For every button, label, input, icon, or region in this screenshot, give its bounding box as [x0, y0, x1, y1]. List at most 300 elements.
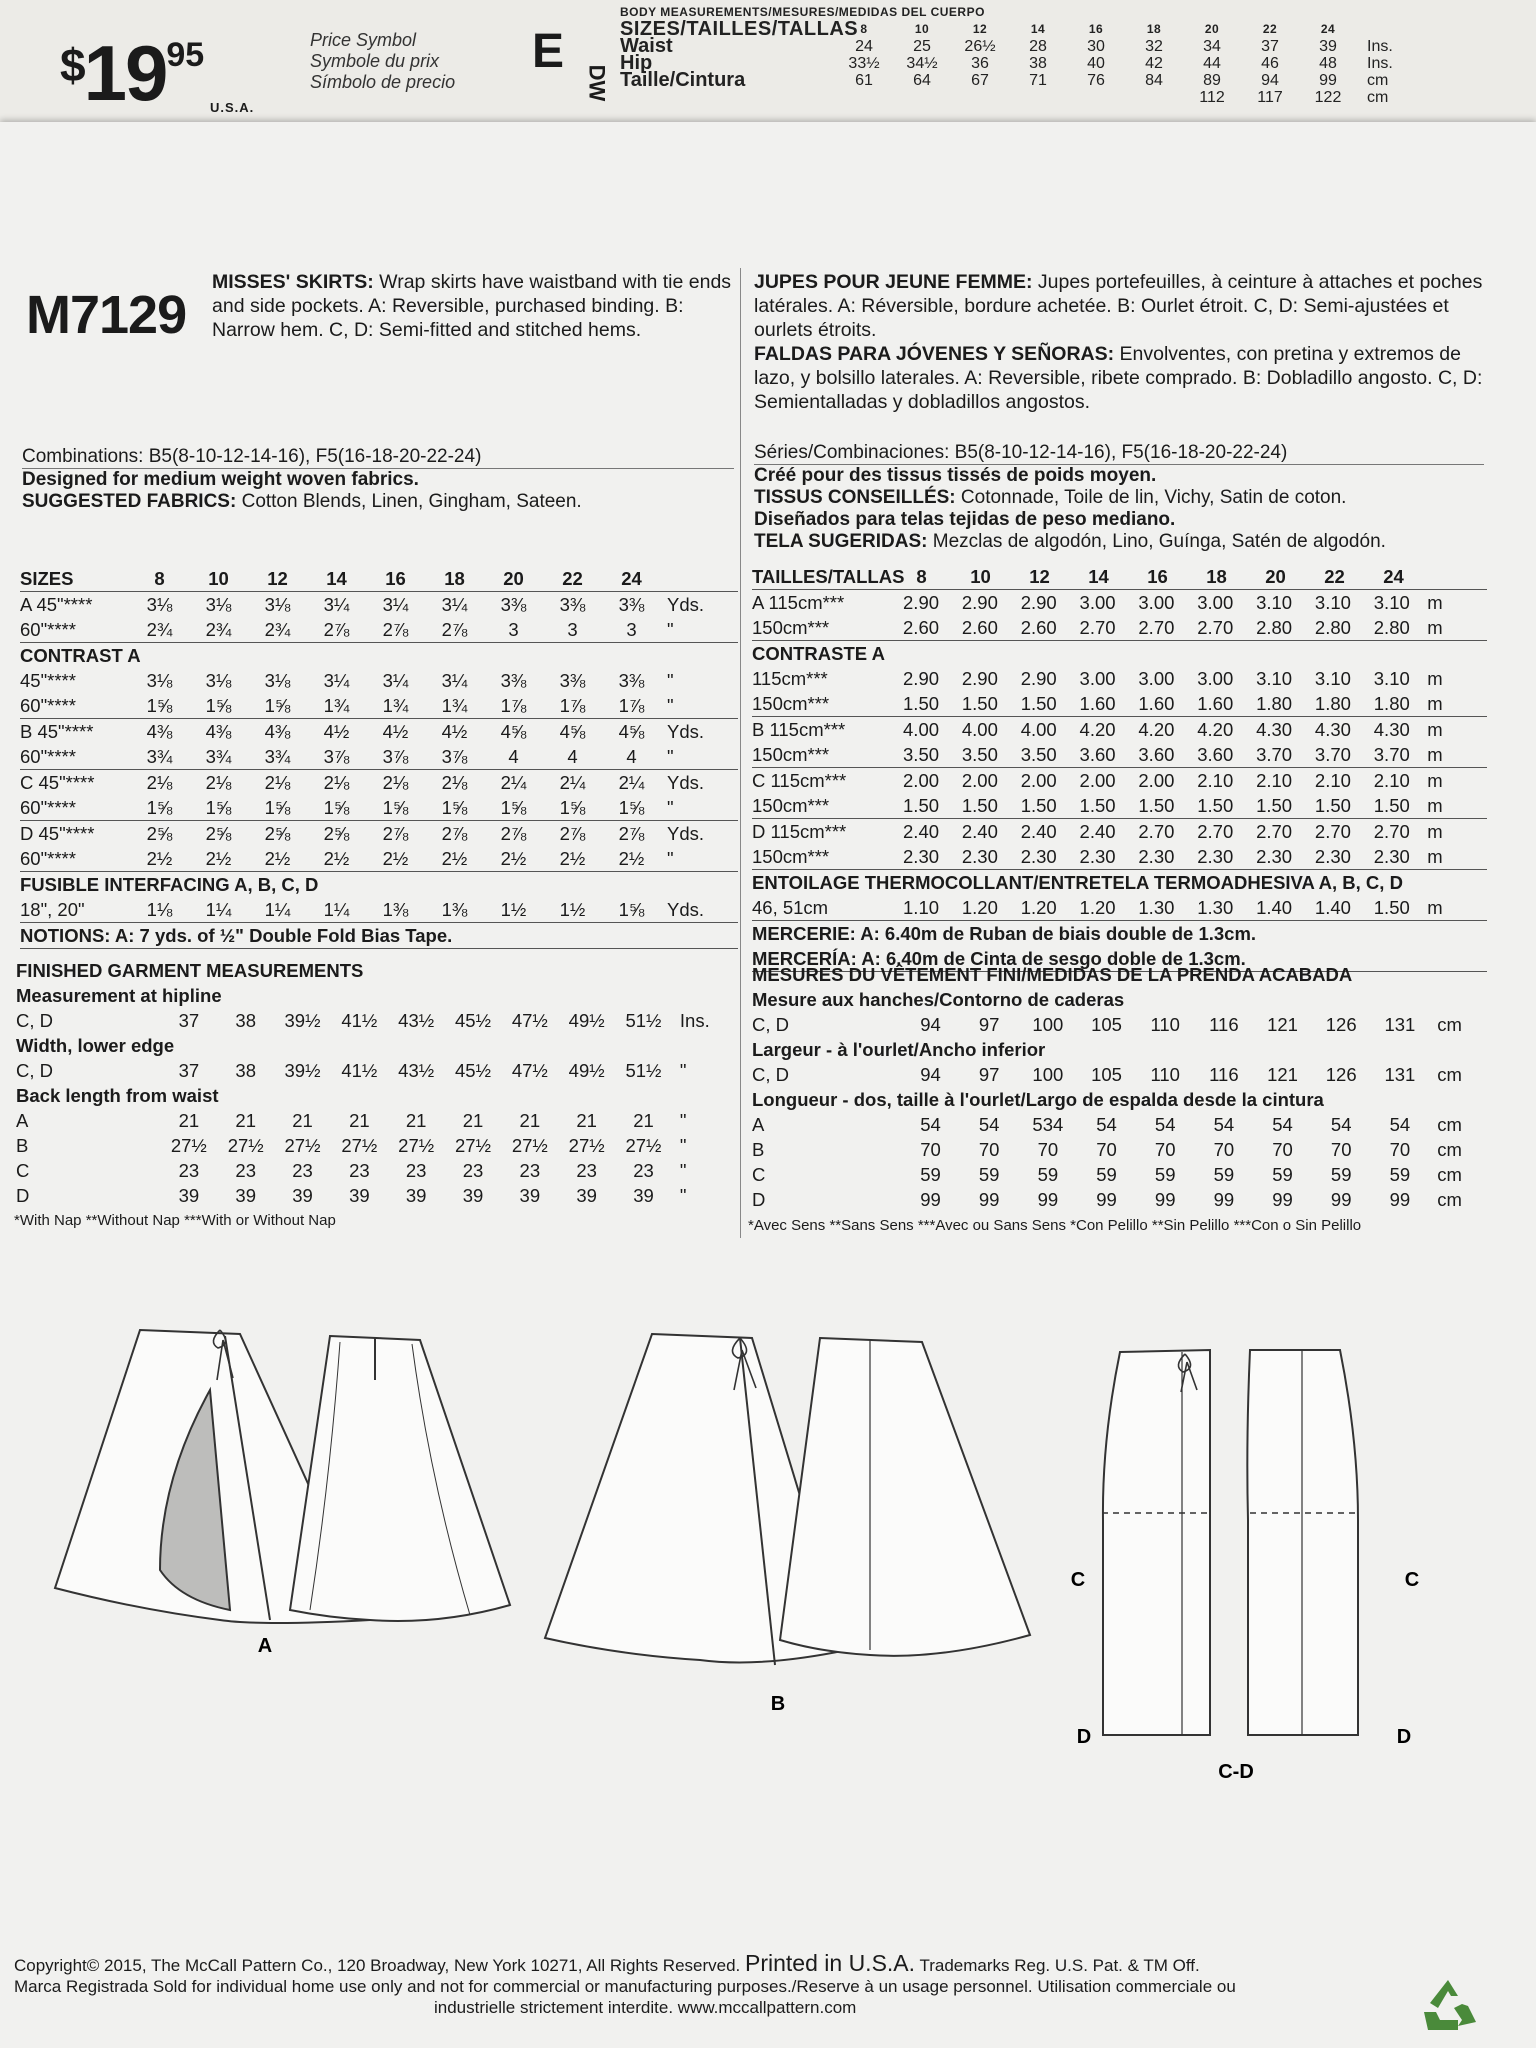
yardage-value: 2⅝: [323, 822, 350, 844]
yardage-value: 3⅛: [146, 593, 173, 615]
finished-row: [752, 1187, 1487, 1212]
finished-value: 27½: [227, 1134, 264, 1156]
finished-value: 51½: [625, 1009, 662, 1031]
yardage-value: 2⅝: [264, 822, 291, 844]
yardage-value: 2⅞: [382, 618, 409, 640]
finished-value: 27½: [455, 1134, 492, 1156]
yardage-value: 2.40: [1079, 820, 1116, 842]
yardage-value: 3⅜: [618, 593, 645, 615]
yardage-label: 60"****: [20, 694, 76, 716]
yardage-unit: m: [1427, 743, 1443, 765]
body-meas-label: [620, 89, 835, 106]
finished-value: 27½: [398, 1134, 435, 1156]
label-b: B: [770, 1693, 786, 1715]
yardage-value: 2⅛: [205, 771, 232, 793]
size-header: 20: [503, 567, 524, 589]
body-meas-value: 25: [913, 38, 931, 55]
body-meas-value: [951, 89, 1009, 106]
yardage-unit: m: [1427, 692, 1443, 714]
yardage-value: 2.90: [1020, 667, 1057, 689]
price-whole: 19: [83, 29, 167, 117]
yardage-label: ENTOILAGE THERMOCOLLANT/ENTRETELA TERMOADHESIVA A, B, C, D: [752, 871, 1403, 893]
finished-row: [752, 1162, 1487, 1187]
yardage-unit: ": [667, 745, 674, 767]
finished-value: 23: [462, 1159, 484, 1181]
yardage-value: 1.80: [1256, 692, 1293, 714]
finished-value: 27½: [511, 1134, 548, 1156]
yardage-value: 3⅜: [618, 669, 645, 691]
size-header: 12: [267, 567, 288, 589]
body-meas-value: 40: [1087, 55, 1105, 72]
dw-mark: DW: [584, 64, 610, 102]
finished-value: 99: [1389, 1188, 1411, 1210]
finished-title: MESURES DU VÊTEMENT FINI/MEDIDAS DE LA PRENDA ACABADA: [752, 963, 1353, 985]
yardage-value: 4: [567, 745, 578, 767]
yardage-value: 1⅝: [146, 796, 173, 818]
finished-value: 59: [1213, 1163, 1235, 1185]
finished-value: 100: [1032, 1063, 1064, 1085]
yardage-label: 150cm***: [752, 794, 830, 816]
yardage-row: [20, 770, 738, 795]
finished-value: 59: [1330, 1163, 1352, 1185]
body-meas-value: 99: [1319, 72, 1337, 89]
nap-footnote-en: *With Nap **Without Nap ***With or Without Nap: [14, 1212, 336, 1229]
yardage-value: 2.00: [1079, 769, 1116, 791]
label-d-left: D: [1076, 1726, 1092, 1748]
yardage-row: [752, 742, 1487, 768]
yardage-value: 2.90: [903, 667, 940, 689]
yardage-unit: ": [667, 669, 674, 691]
yardage-value: 2.10: [1373, 769, 1410, 791]
finished-row: [16, 1058, 728, 1083]
yardage-label: 150cm***: [752, 692, 830, 714]
yardage-value: 2.30: [1256, 845, 1293, 867]
yardage-value: 4⅝: [559, 720, 586, 742]
yardage-value: 2.30: [1373, 845, 1410, 867]
cree-pour: Créé pour des tissus tissés de poids moyen.: [754, 465, 1157, 486]
yardage-value: 1⅞: [618, 694, 645, 716]
yardage-value: 2⅛: [441, 771, 468, 793]
yardage-value: 2¼: [559, 771, 586, 793]
body-meas-unit: cm: [1367, 72, 1389, 89]
yardage-value: 3⅛: [264, 593, 291, 615]
body-meas-value: [835, 89, 893, 106]
body-meas-title: BODY MEASUREMENTS/MESURES/MEDIDAS DEL CUERPO: [620, 5, 985, 19]
yardage-value: 2¾: [205, 618, 232, 640]
finished-value: 39: [178, 1184, 200, 1206]
yardage-value: 1⅝: [618, 898, 645, 920]
finished-value: 39: [462, 1184, 484, 1206]
finished-value: 126: [1325, 1013, 1357, 1035]
yardage-row: [20, 923, 738, 949]
yardage-value: 4: [626, 745, 637, 767]
yardage-value: 2⅞: [618, 822, 645, 844]
size-header: 8: [154, 567, 165, 589]
yardage-value: 3⅜: [500, 669, 527, 691]
finished-unit: ": [679, 1134, 687, 1156]
finished-value: 47½: [511, 1059, 548, 1081]
yardage-value: 2⅛: [323, 771, 350, 793]
label-a: A: [257, 1635, 273, 1657]
yardage-value: 1⅜: [382, 898, 409, 920]
body-meas-value: 48: [1319, 55, 1337, 72]
finished-value: 116: [1209, 1013, 1239, 1035]
finished-value: 27½: [341, 1134, 378, 1156]
sizes-label: TAILLES/TALLAS: [752, 565, 905, 587]
yardage-value: 1.50: [1256, 794, 1293, 816]
yardage-value: 2⅛: [146, 771, 173, 793]
yardage-value: 3⅛: [205, 593, 232, 615]
finished-value: 39: [519, 1184, 541, 1206]
body-meas-value: 122: [1314, 89, 1342, 106]
finished-value: 39: [633, 1184, 654, 1206]
yardage-label: CONTRASTE A: [752, 642, 885, 664]
finished-value: 38: [235, 1009, 256, 1031]
yardage-label: A 45"****: [20, 593, 93, 615]
yardage-value: 4.20: [1079, 718, 1116, 740]
yardage-value: 1⅞: [559, 694, 586, 716]
yardage-label: 60"****: [20, 796, 76, 818]
finished-value: 59: [1389, 1163, 1411, 1185]
yardage-value: 2.10: [1256, 769, 1293, 791]
finished-unit: cm: [1437, 1013, 1462, 1035]
yardage-value: 2¾: [146, 618, 173, 640]
skirt-a-back-illustration: [290, 1336, 510, 1621]
yardage-value: 3.50: [903, 743, 940, 765]
yardage-row: [752, 921, 1487, 946]
yardage-value: 1⅝: [382, 796, 409, 818]
finished-label: C, D: [16, 1009, 53, 1031]
yardage-value: 2½: [205, 847, 232, 869]
finished-value: 21: [349, 1109, 370, 1131]
finished-value: 21: [633, 1109, 654, 1131]
finished-value: 23: [292, 1159, 313, 1181]
yardage-value: 2⅞: [441, 822, 468, 844]
yardage-value: 3⅞: [382, 745, 409, 767]
finished-value: 99: [1096, 1188, 1117, 1210]
yardage-label: C 115cm***: [752, 769, 847, 791]
label-d-right: D: [1396, 1726, 1412, 1748]
yardage-value: 2.30: [1138, 845, 1175, 867]
yardage-value: 3¾: [264, 745, 291, 767]
finished-value: 54: [1154, 1113, 1176, 1135]
yardage-value: 3.60: [1138, 743, 1175, 765]
skirt-cd-front-illustration: [1102, 1350, 1210, 1735]
label-cd: C-D: [1218, 1761, 1254, 1783]
finished-value: 41½: [341, 1059, 378, 1081]
yardage-value: 2.60: [1020, 616, 1057, 638]
yardage-row: [752, 870, 1487, 895]
finished-value: 39: [576, 1184, 597, 1206]
yardage-value: 1.50: [1138, 794, 1175, 816]
body-size: 22: [1262, 22, 1278, 36]
body-size: 18: [1146, 22, 1162, 36]
body-size: 12: [972, 22, 988, 36]
yardage-value: 3.00: [1197, 667, 1234, 689]
yardage-value: 1.50: [1314, 794, 1351, 816]
yardage-value: 4⅝: [618, 720, 645, 742]
finished-label: A: [752, 1113, 765, 1135]
finished-subtitle: Largeur - à l'ourlet/Ancho inferior: [752, 1038, 1046, 1060]
finished-value: 105: [1091, 1063, 1122, 1085]
finished-value: 59: [978, 1163, 1000, 1185]
finished-value: 99: [1213, 1188, 1235, 1210]
yardage-value: 2.40: [1020, 820, 1057, 842]
yardage-unit: m: [1427, 591, 1443, 613]
finished-unit: cm: [1437, 1138, 1462, 1160]
finished-value: 49½: [568, 1009, 605, 1031]
yardage-value: 3.00: [1138, 667, 1175, 689]
body-size: 10: [914, 22, 930, 36]
yardage-value: 3.00: [1138, 591, 1175, 613]
yardage-value: 2.80: [1314, 616, 1351, 638]
finished-value: 21: [405, 1109, 427, 1131]
yardage-value: 2¼: [500, 771, 527, 793]
body-meas-value: 112: [1199, 89, 1225, 106]
yardage-value: 1⅛: [146, 898, 173, 920]
price: [60, 28, 255, 119]
yardage-value: 1¾: [323, 694, 350, 716]
size-header: 24: [1383, 565, 1404, 587]
finished-value: 54: [920, 1113, 941, 1135]
tela-sugeridas: TELA SUGERIDAS: Mezclas de algodón, Lino, Guínga, Satén de algodón.: [754, 531, 1386, 552]
finished-subtitle: Back length from waist: [16, 1084, 219, 1106]
finished-value: 99: [1330, 1188, 1352, 1210]
yardage-value: 3⅛: [205, 669, 232, 691]
yardage-value: 1⅝: [441, 796, 468, 818]
yardage-label: D 115cm***: [752, 820, 847, 842]
finished-subtitle: Width, lower edge: [16, 1034, 175, 1056]
yardage-row: [752, 615, 1487, 641]
yardage-row: [752, 666, 1487, 691]
yardage-label: 60"****: [20, 618, 76, 640]
yardage-value: 3: [626, 618, 637, 640]
yardage-unit: ": [667, 847, 674, 869]
finished-unit: cm: [1437, 1063, 1462, 1085]
yardage-value: 1¾: [382, 694, 409, 716]
finished-row: [16, 1158, 728, 1183]
yardage-value: 1.50: [903, 692, 940, 714]
yardage-value: 2.40: [903, 820, 940, 842]
yardage-value: 1⅜: [441, 898, 468, 920]
yardage-row: [752, 844, 1487, 870]
finished-value: 21: [235, 1109, 256, 1131]
body-meas-value: 94: [1261, 72, 1279, 89]
finished-value: 39½: [284, 1059, 321, 1081]
finished-label: C, D: [16, 1059, 53, 1081]
yardage-label: MERCERIE: A: 6.40m de Ruban de biais double de 1.3cm.: [752, 922, 1257, 944]
finished-value: 99: [920, 1188, 941, 1210]
body-meas-value: [893, 89, 951, 106]
finished-value: 21: [292, 1109, 313, 1131]
yardage-label: 60"****: [20, 745, 76, 767]
yardage-label: CONTRAST A: [20, 644, 141, 666]
finished-value: 131: [1384, 1013, 1416, 1035]
yardage-value: 3⅜: [500, 593, 527, 615]
yardage-value: 1⅝: [264, 796, 291, 818]
finished-value: 59: [1037, 1163, 1059, 1185]
yardage-label: FUSIBLE INTERFACING A, B, C, D: [20, 873, 319, 895]
finished-subtitle: Longueur - dos, taille à l'ourlet/Largo de espalda desde la cintura: [752, 1088, 1324, 1110]
yardage-value: 1.40: [1314, 896, 1351, 918]
size-header: 16: [1147, 565, 1168, 587]
yardage-value: 3.50: [1020, 743, 1057, 765]
sizes-label: SIZES: [20, 567, 74, 589]
yardage-value: 2⅞: [500, 822, 527, 844]
body-measurements-table: [620, 4, 1420, 106]
body-meas-row: [620, 69, 1420, 91]
body-size: 8: [860, 22, 868, 36]
finished-value: 45½: [455, 1059, 492, 1081]
finished-value: 21: [462, 1109, 484, 1131]
finished-value: 23: [178, 1159, 200, 1181]
yardage-label: MERCERÍA: A: 6.40m de Cinta de sesgo doble de 1.3cm.: [752, 947, 1246, 969]
finished-unit: cm: [1437, 1113, 1462, 1135]
yardage-unit: m: [1427, 845, 1443, 867]
yardage-value: 4.30: [1373, 718, 1410, 740]
finished-row: [16, 1183, 728, 1208]
yardage-value: 2⅝: [146, 822, 173, 844]
finished-value: 27½: [568, 1134, 605, 1156]
yardage-unit: m: [1427, 794, 1443, 816]
finished-value: 59: [920, 1163, 941, 1185]
yardage-row: [20, 821, 738, 846]
yardage-value: 2.70: [1079, 616, 1116, 638]
finished-title: FINISHED GARMENT MEASUREMENTS: [16, 959, 364, 981]
combinations-fr: Séries/Combinaciones: B5(8-10-12-14-16), F5(16-18-20-22-24): [754, 442, 1288, 463]
legal-notice: [14, 1950, 1414, 2018]
finished-value: 99: [1037, 1188, 1059, 1210]
yardage-value: 4.30: [1314, 718, 1351, 740]
yardage-value: 3.00: [1079, 591, 1116, 613]
yardage-label: 115cm***: [752, 667, 828, 689]
yardage-value: 2½: [618, 847, 645, 869]
finished-row: [16, 1108, 728, 1133]
size-header: 24: [621, 567, 642, 589]
fabric-info-fr: [754, 442, 1484, 553]
finished-value: 54: [1213, 1113, 1235, 1135]
price-country: U.S.A.: [210, 100, 255, 115]
yardage-value: 2.40: [961, 820, 998, 842]
finished-label: C, D: [752, 1013, 789, 1035]
price-cents: 95: [166, 36, 205, 74]
yardage-value: 2⅛: [382, 771, 409, 793]
yardage-value: 4.20: [1197, 718, 1234, 740]
yardage-value: 2.90: [961, 591, 998, 613]
usage-notice-cont: industrielle strictement interdite. www.mccallpattern.com: [434, 1998, 857, 2017]
yardage-label: 18", 20": [20, 898, 85, 920]
yardage-label: NOTIONS: A: 7 yds. of ½" Double Fold Bias Tape.: [20, 924, 453, 946]
finished-value: 131: [1384, 1063, 1416, 1085]
copyright-line: Copyright© 2015, The McCall Pattern Co., 120 Broadway, New York 10271, All Rights Reserved. Printed in U.S.A. Trademarks Reg. U.S. Pat. & TM Off.: [14, 1950, 1200, 1976]
yardage-value: 3.00: [1079, 667, 1116, 689]
body-meas-sizes-row: SIZES/TAILLES/TALLAS 8 10 12 14 16 18 20 22 24: [620, 21, 1420, 38]
yardage-row: [752, 895, 1487, 921]
body-meas-value: 39: [1319, 38, 1337, 55]
yardage-value: 3¼: [382, 593, 409, 615]
recycle-icon: [1418, 1978, 1478, 2034]
yardage-row: [20, 897, 738, 923]
price-currency: $: [60, 39, 84, 91]
combinations-en: Combinations: B5(8-10-12-14-16), F5(16-18-20-22-24): [22, 446, 482, 467]
finished-value: 110: [1150, 1013, 1180, 1035]
yardage-value: 3.00: [1197, 591, 1234, 613]
finished-value: 41½: [341, 1009, 378, 1031]
yardage-value: 2.70: [1373, 820, 1410, 842]
finished-value: 70: [1154, 1138, 1176, 1160]
yardage-value: 2.30: [1020, 845, 1057, 867]
yardage-value: 3¼: [441, 669, 468, 691]
finished-value: 99: [1272, 1188, 1293, 1210]
yardage-value: 1⅝: [205, 694, 232, 716]
yardage-row: [752, 691, 1487, 717]
finished-value: 21: [519, 1109, 541, 1131]
yardage-row: [20, 744, 738, 770]
finished-value: 37: [178, 1009, 200, 1031]
yardage-value: 2½: [323, 847, 350, 869]
yardage-value: 3.10: [1373, 591, 1410, 613]
finished-row: [752, 1112, 1487, 1137]
yardage-value: 4.00: [903, 718, 940, 740]
yardage-value: 2.90: [961, 667, 998, 689]
yardage-value: 2.70: [1197, 820, 1234, 842]
finished-value: 23: [405, 1159, 427, 1181]
body-meas-value: 46: [1261, 55, 1279, 72]
yardage-value: 2.70: [1314, 820, 1351, 842]
finished-value: 121: [1267, 1013, 1298, 1035]
yardage-value: 3⅞: [441, 745, 468, 767]
body-meas-value: 71: [1029, 72, 1047, 89]
body-size: 20: [1204, 22, 1220, 36]
yardage-value: 3¼: [323, 669, 350, 691]
yardage-label: D 45"****: [20, 822, 95, 844]
yardage-value: 4½: [382, 720, 409, 742]
finished-value: 21: [178, 1109, 200, 1131]
finished-value: 54: [1389, 1113, 1411, 1135]
yardage-value: 3.10: [1373, 667, 1410, 689]
yardage-value: 3⅜: [559, 593, 586, 615]
yardage-value: 4.00: [1020, 718, 1057, 740]
size-header: 14: [1088, 565, 1109, 587]
finished-value: 70: [1272, 1138, 1293, 1160]
finished-value: 23: [349, 1159, 370, 1181]
yardage-value: 1⅝: [559, 796, 586, 818]
yardage-value: 1¾: [441, 694, 468, 716]
yardage-value: 3¼: [382, 669, 409, 691]
tissus-conseilles: TISSUS CONSEILLÉS: Cotonnade, Toile de lin, Vichy, Satin de coton.: [754, 487, 1347, 508]
yardage-value: 2½: [441, 847, 468, 869]
yardage-row: [20, 643, 738, 668]
yardage-value: 2.60: [903, 616, 940, 638]
yardage-value: 1.30: [1138, 896, 1175, 918]
body-meas-value: [1009, 89, 1067, 106]
yardage-row: [20, 795, 738, 821]
finished-value: 39: [405, 1184, 427, 1206]
yardage-label: 45"****: [20, 669, 76, 691]
yardage-value: 3.70: [1314, 743, 1351, 765]
finished-subtitle: Measurement at hipline: [16, 984, 222, 1006]
finished-value: 70: [1213, 1138, 1235, 1160]
yardage-row: [752, 819, 1487, 844]
body-meas-unit: Ins.: [1367, 55, 1393, 72]
body-meas-value: 34½: [906, 55, 938, 72]
size-header: 22: [562, 567, 583, 589]
finished-value: 70: [1096, 1138, 1117, 1160]
body-meas-value: 42: [1145, 55, 1163, 72]
body-meas-row: [620, 35, 1420, 57]
finished-value: 121: [1267, 1063, 1298, 1085]
yardage-value: 3⅞: [323, 745, 350, 767]
